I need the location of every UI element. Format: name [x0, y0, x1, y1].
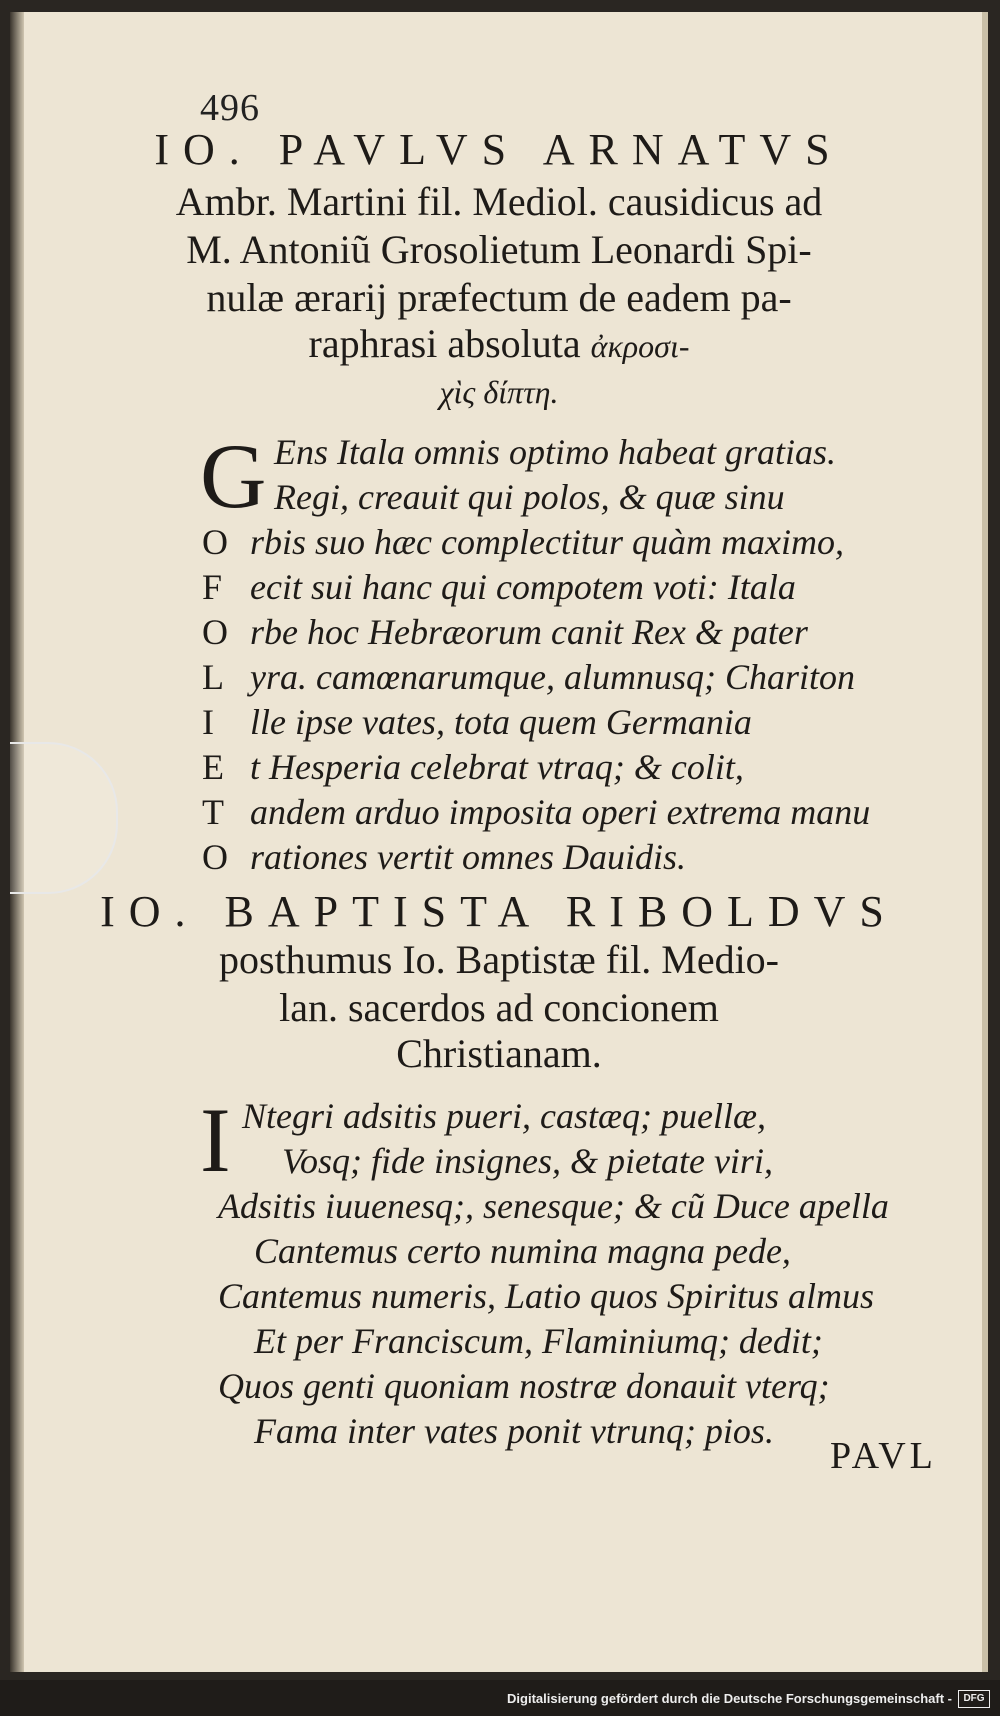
verse-line: [202, 610, 962, 655]
verse-line: [202, 520, 962, 565]
verse-line: Vosq; fide insignes, & pietate viri,: [282, 1141, 773, 1181]
verse-text: rationes vertit omnes Dauidis.: [250, 837, 686, 877]
poem1-subtitle-line: nulæ ærarij præfectum de eadem pa-: [206, 275, 792, 320]
verse-text: Ens Itala omnis optimo habeat gratias.: [274, 432, 837, 472]
verse-line: Cantemus numeris, Latio quos Spiritus almus: [218, 1276, 875, 1316]
acrostic-initial: I: [202, 702, 214, 742]
footer-bar: [0, 1680, 1000, 1716]
verse-line: [202, 655, 962, 700]
page-number: 496: [200, 87, 260, 129]
poem1-subtitle-line: Ambr. Martini fil. Mediol. causidicus ad: [175, 179, 823, 224]
verse-text: ecit sui hanc qui compotem voti: Itala: [250, 567, 796, 607]
book-page: [10, 12, 988, 1672]
poem1-subtitle-line: [10, 364, 988, 418]
poem1-title: IO. PAVLVS ARNATVS: [154, 125, 844, 174]
verse-line: [202, 790, 962, 835]
verse-text: rbe hoc Hebræorum canit Rex & pater: [250, 612, 808, 652]
verse-line: [202, 700, 962, 745]
greek-word: χὶς δίπτη.: [439, 374, 559, 410]
page-clip: [10, 742, 118, 894]
verse-line: [202, 430, 962, 475]
verse-line: Fama inter vates ponit vtrunq; pios.: [254, 1411, 774, 1451]
funding-notice: Digitalisierung gefördert durch die Deutsche Forschungsgemeinschaft -: [507, 1691, 952, 1706]
acrostic-initial: T: [202, 792, 224, 832]
acrostic-initial: L: [202, 657, 224, 697]
verse-text: Regi, creauit qui polos, & quæ sinu: [274, 477, 785, 517]
acrostic-initial: E: [202, 747, 224, 787]
acrostic-initial: O: [202, 612, 228, 652]
verse-text: andem arduo imposita operi extrema manu: [250, 792, 871, 832]
drop-cap: I: [200, 1089, 231, 1191]
verse-text: lle ipse vates, tota quem Germania: [250, 702, 752, 742]
verse-line: Et per Franciscum, Flaminiumq; dedit;: [254, 1321, 823, 1361]
verse-line: [202, 835, 962, 880]
verse-text: rbis suo hæc complectitur quàm maximo,: [250, 522, 844, 562]
poem2-subtitle-line: Christianam.: [396, 1031, 602, 1076]
verse-line: Quos genti quoniam nostræ donauit vterq;: [218, 1366, 830, 1406]
poem2-verse: [200, 1089, 962, 1454]
poem1-subtitle-text: raphrasi absoluta: [308, 321, 581, 366]
verse-line: Ntegri adsitis pueri, castæq; puellæ,: [242, 1096, 767, 1136]
dfg-logo: DFG: [958, 1690, 990, 1708]
poem2-subtitle-line: lan. sacerdos ad concionem: [279, 985, 719, 1030]
drop-cap: G: [200, 425, 267, 527]
verse-line: [202, 565, 962, 610]
verse-line: [202, 475, 962, 520]
catchword: PAVL: [830, 1435, 937, 1477]
verse-line: Cantemus certo numina magna pede,: [254, 1231, 791, 1271]
acrostic-initial: O: [202, 522, 228, 562]
verse-line: [202, 745, 962, 790]
poem2-title: IO. BAPTISTA RIBOLDVS: [100, 887, 898, 936]
acrostic-initial: F: [202, 567, 223, 607]
poem2-subtitle-line: posthumus Io. Baptistæ fil. Medio-: [219, 937, 779, 982]
acrostic-initial: O: [202, 837, 228, 877]
poem1-subtitle-line: M. Antoniũ Grosolietum Leonardi Spi-: [186, 227, 812, 272]
greek-word: ἀκροσι-: [590, 328, 690, 364]
poem1-verse: [200, 425, 962, 880]
verse-text: t Hesperia celebrat vtraq; & colit,: [250, 747, 744, 787]
verse-line: Adsitis iuuenesq;, senesque; & cũ Duce apella: [218, 1186, 889, 1226]
verse-text: yra. camœnarumque, alumnusq; Chariton: [250, 657, 855, 697]
